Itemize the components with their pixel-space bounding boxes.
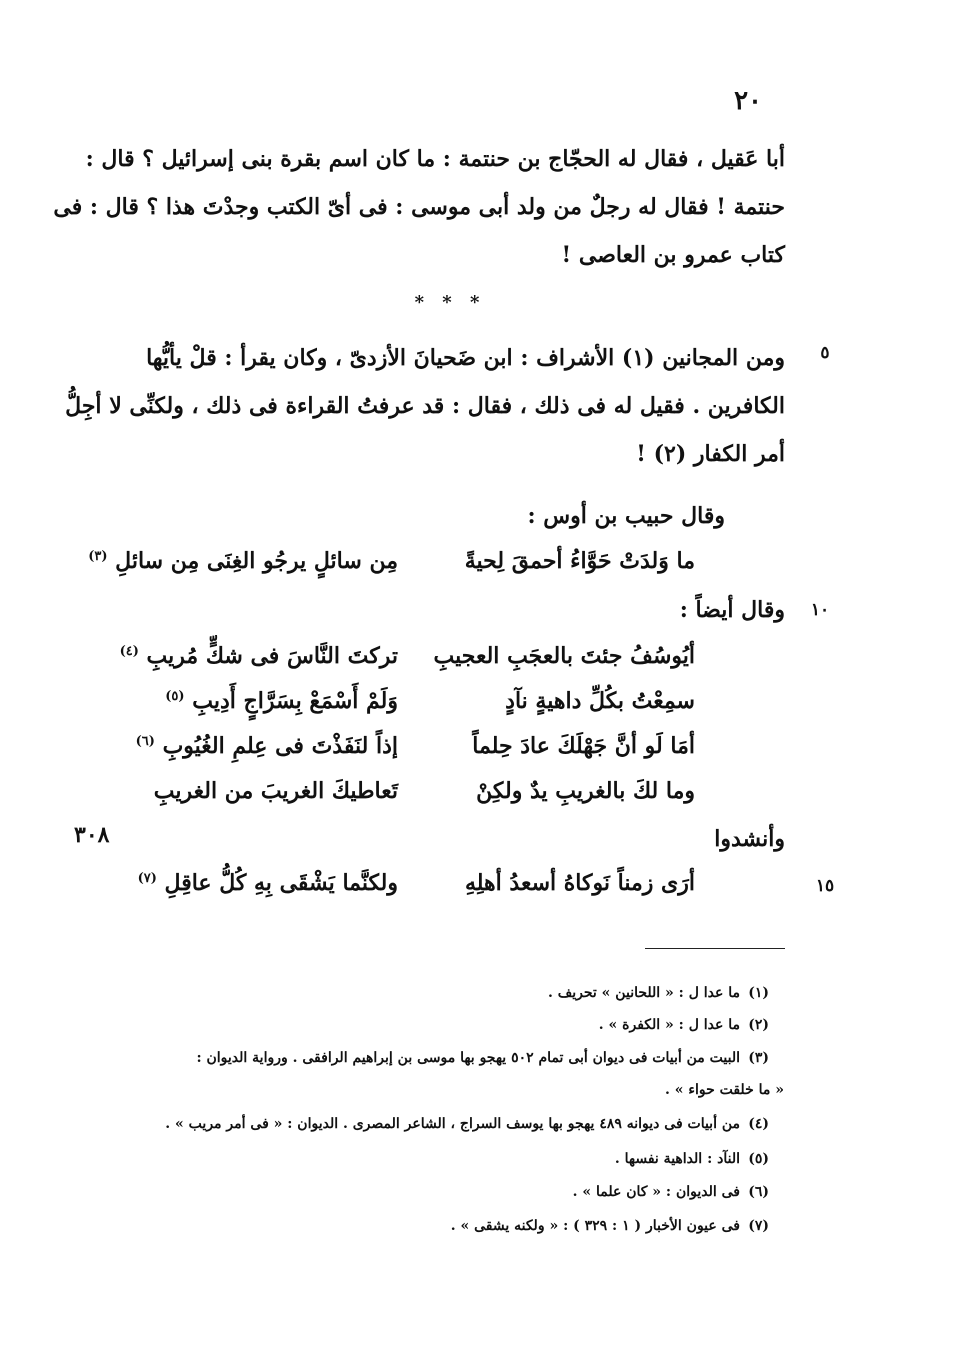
verse-intro: وقال حبيب بن أوس :	[527, 503, 725, 529]
line-number: ١٥	[815, 876, 835, 896]
paragraph-line: أبا عَقيل ، فقال له الحجّاج بن حنتمة : ما كان اسم بقرة بنى إسرائيل ؟ قال :	[85, 146, 785, 172]
footnote-text: من أبيات فى ديوانه ٤٨٩ يهجو بها يوسف السراج ، الشاعر المصرى . الديوان : « فى أمر مريب » .	[165, 1116, 740, 1132]
footnote-number: (١)	[748, 985, 769, 1001]
paragraph-line: ومن المجانين (١) الأشراف : ابن ضَحيانَ الأزدىّ ، وكان يقرأ : قلْ يأيُّها	[146, 345, 785, 371]
verse-text: ولكنَّما يَشْقَى بِهِ كُلُّ عاقِلِ	[164, 870, 398, 896]
verse-hemistich-second	[88, 548, 398, 574]
paragraph-line: حنتمة ! فقال له رجلٌ من ولد أبى موسى : فى أىّ الكتب وجدْتَ هذا ؟ قال : فى	[53, 194, 785, 220]
footnote-marker: (٤)	[119, 644, 139, 659]
footnote-number: (٥)	[748, 1151, 769, 1167]
section-separator: * * *	[414, 292, 486, 313]
paragraph-line: الكافرين . فقيل له فى ذلك ، فقال : قد عرفتُ القراءة فى ذلك ، ولكنِّى لا أجِلُّ	[65, 393, 785, 419]
verse-text: إذاً لنَفَذْتَ فى عِلمِ الغُيُوبِ	[162, 733, 398, 759]
verse-hemistich-first: أيُوسُفُ جئتَ بالعجَبِ العجيبِ	[433, 643, 695, 669]
verse-hemistich-first: أرَى زمناً نَوكاهُ أسعدُ أهلِهِ	[464, 870, 695, 896]
verse-text: تركتَ النَّاسَ فى شكٍّ مُريبِ	[146, 643, 398, 669]
footnote-number: (٤)	[748, 1116, 769, 1132]
footnote-marker: (٥)	[165, 689, 185, 704]
footnote-divider	[645, 948, 785, 949]
verse-hemistich-second	[119, 643, 398, 669]
verse-intro: وقال أيضاً :	[679, 597, 785, 623]
footnote-number: (٧)	[748, 1218, 769, 1234]
page-number: ٢٠	[734, 86, 762, 116]
footnote-number: (٢)	[748, 1017, 769, 1033]
verse-text: مِن سائلٍ يرجُو الغِنَى مِن سائلِ	[115, 548, 398, 574]
footnote-text: فى عيون الأخبار ( ١ : ٣٢٩ ) : « ولكنه يشقى » .	[450, 1218, 740, 1234]
footnote-marker: (٧)	[137, 871, 157, 886]
verse-text: وَلَمْ أَسْمَعْ بِسَرَّاجٍ أَدِيبِ	[192, 688, 398, 714]
footnote-number: (٦)	[748, 1184, 769, 1200]
verse-hemistich-second	[128, 870, 398, 896]
verse-hemistich-first: وما لكَ بالغريبِ يدٌ ولكِنْ	[476, 778, 695, 804]
footnote-text: ما عدا ل : « الكفرة » .	[598, 1017, 740, 1033]
line-number: ٥	[820, 343, 830, 363]
line-number: ١٠	[810, 600, 830, 620]
footnote-text: النآد : الداهية نفسها .	[614, 1151, 740, 1167]
footnote-marker: (٣)	[88, 549, 108, 564]
footnote-text: « ما خلقت حواء » .	[665, 1082, 784, 1098]
verse-hemistich-first: سمِعْتُ بكُلِّ داهيةٍ نآدٍ	[505, 688, 695, 714]
footnote-number: (٣)	[748, 1050, 769, 1066]
verse-hemistich-second	[128, 688, 398, 714]
footnote-marker: (٦)	[135, 734, 155, 749]
footnote-text: ما عدا ل : « اللحانين » تحريف .	[548, 985, 740, 1001]
paragraph-line: أمر الكفار (٢) !	[636, 441, 785, 467]
verse-text: تَعاطيكَ الغريبَ من الغريبِ	[153, 778, 398, 804]
verse-hemistich-second	[128, 778, 398, 804]
verse-intro: وأنشدوا	[714, 826, 785, 852]
original-page-number: ٣٠٨	[74, 822, 110, 848]
paragraph-line: كتاب عمرو بن العاصى !	[561, 242, 785, 268]
verse-hemistich-first: أمَا لَو أنَّ جَهْلَكَ عادَ حِلماً	[472, 733, 695, 759]
verse-hemistich-second	[128, 733, 398, 759]
verse-hemistich-first: ما وَلدَتْ حَوَّاءُ أحمقَ لِحيةً	[464, 548, 695, 574]
footnote-text: البيت من أبيات فى ديوان أبى تمام ٥٠٢ يهجو بها موسى بن إبراهيم الرافقى . ورواية الديوان :	[196, 1050, 740, 1066]
footnote-text: فى الديوان : « كان علما » .	[572, 1184, 740, 1200]
